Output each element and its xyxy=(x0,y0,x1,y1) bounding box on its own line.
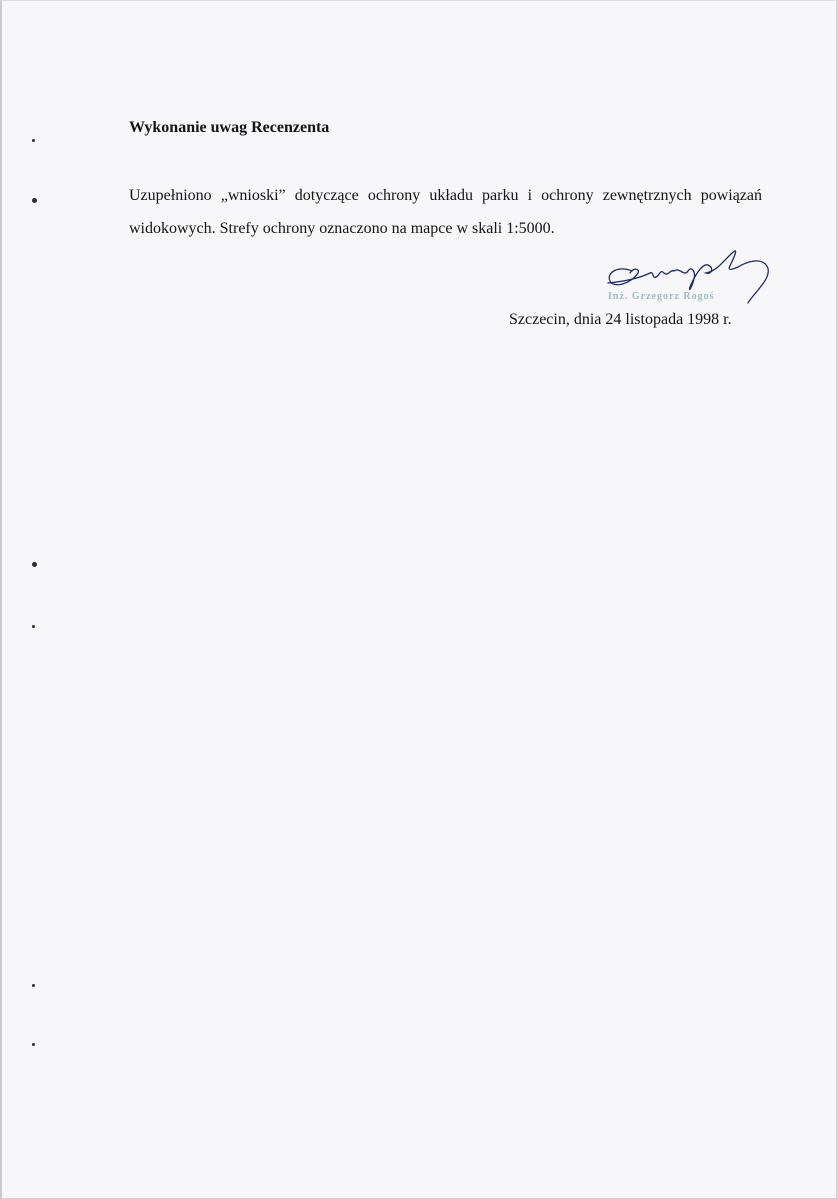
binder-hole-mark xyxy=(32,984,35,987)
binder-hole-mark xyxy=(32,139,35,142)
place-and-date: Szczecin, dnia 24 listopada 1998 r. xyxy=(509,311,732,328)
binder-hole-mark xyxy=(32,625,35,628)
document-heading: Wykonanie uwag Recenzenta xyxy=(129,119,330,136)
name-stamp: Inż. Grzegorz Rogoś xyxy=(608,291,715,302)
binder-hole-mark xyxy=(32,198,37,203)
binder-hole-mark xyxy=(32,562,37,567)
binder-hole-mark xyxy=(32,1043,35,1046)
document-paragraph: Uzupełniono „wnioski” dotyczące ochrony układu parku i ochrony zewnętrznych powiązań widokowych. Strefy ochrony oznaczono na mapce w skali 1:5000. xyxy=(129,187,762,237)
